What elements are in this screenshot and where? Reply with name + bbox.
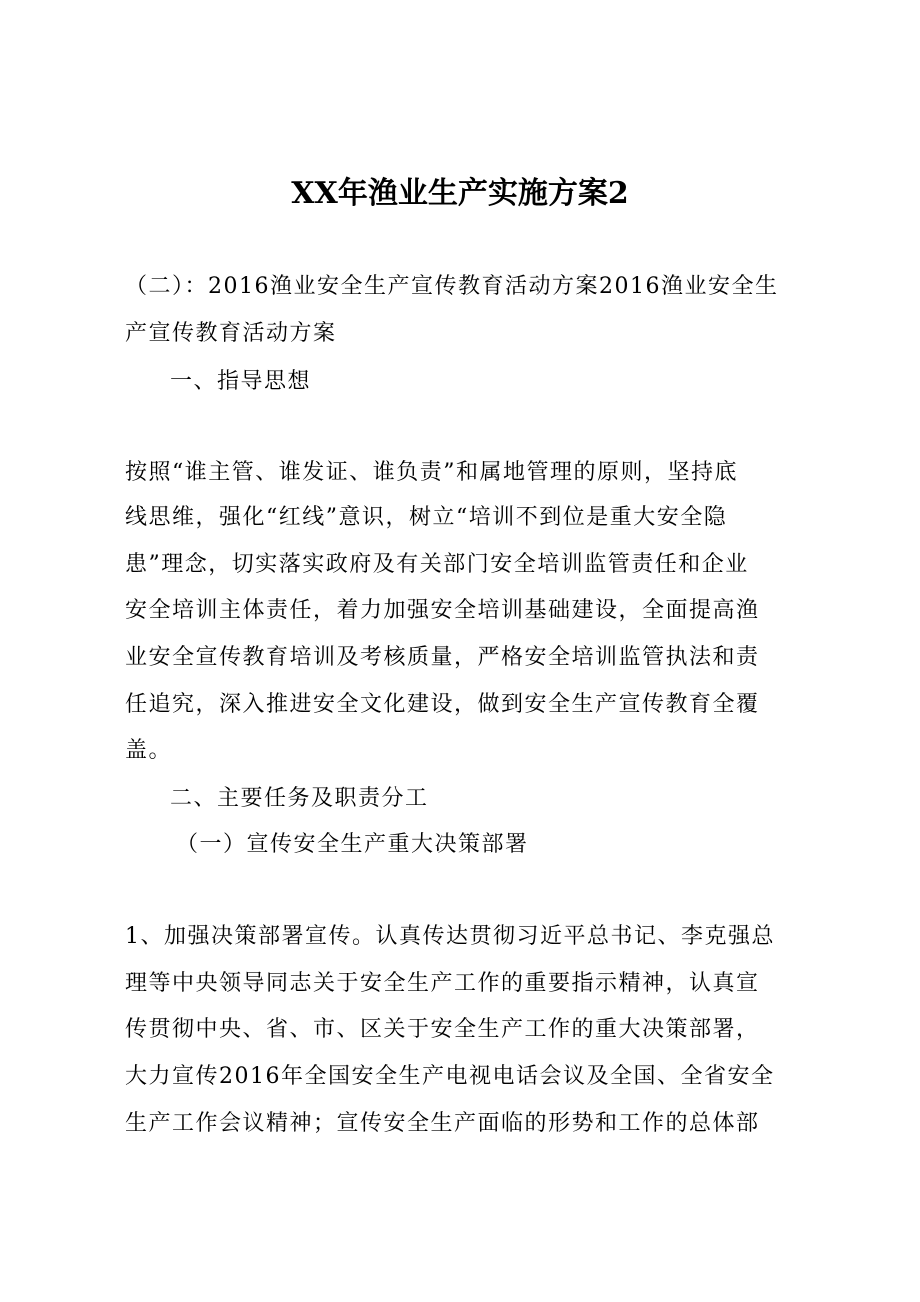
paragraph-line: 盖。: [125, 738, 173, 763]
paragraph-line: 1、加强决策部署宣传。认真传达贯彻习近平总书记、李克强总: [125, 924, 775, 949]
document-title: XX年渔业生产实施方案2: [291, 176, 629, 211]
section-heading: 一、指导思想: [170, 369, 312, 394]
paragraph-line: 安全培训主体责任，着力加强安全培训基础建设，全面提高渔: [125, 598, 760, 623]
paragraph-line: 按照“谁主管、谁发证、谁负责”和属地管理的原则，坚持底: [125, 460, 738, 485]
paragraph-line: 产宣传教育活动方案: [125, 321, 337, 346]
paragraph-line: 生产工作会议精神；宣传安全生产面临的形势和工作的总体部: [125, 1111, 760, 1136]
paragraph-line: 理等中央领导同志关于安全生产工作的重要指示精神，认真宣: [125, 971, 760, 996]
paragraph-line: 业安全宣传教育培训及考核质量，严格安全培训监管执法和责: [125, 645, 760, 670]
paragraph-line: 线思维，强化“红线”意识，树立“培训不到位是重大安全隐: [125, 505, 728, 530]
subsection-heading: （一）宣传安全生产重大决策部署: [176, 832, 529, 857]
paragraph-line: 传贯彻中央、省、市、区关于安全生产工作的重大决策部署，: [125, 1017, 760, 1042]
paragraph-line: 患”理念，切实落实政府及有关部门安全培训监管责任和企业: [125, 552, 749, 577]
paragraph-line: 大力宣传2016年全国安全生产电视电话会议及全国、全省安全: [125, 1064, 775, 1089]
section-heading: 二、主要任务及职责分工: [170, 786, 429, 811]
paragraph-line: （二）：2016渔业安全生产宣传教育活动方案2016渔业安全生: [125, 274, 779, 299]
paragraph-line: 任追究，深入推进安全文化建设，做到安全生产宣传教育全覆: [125, 692, 760, 717]
